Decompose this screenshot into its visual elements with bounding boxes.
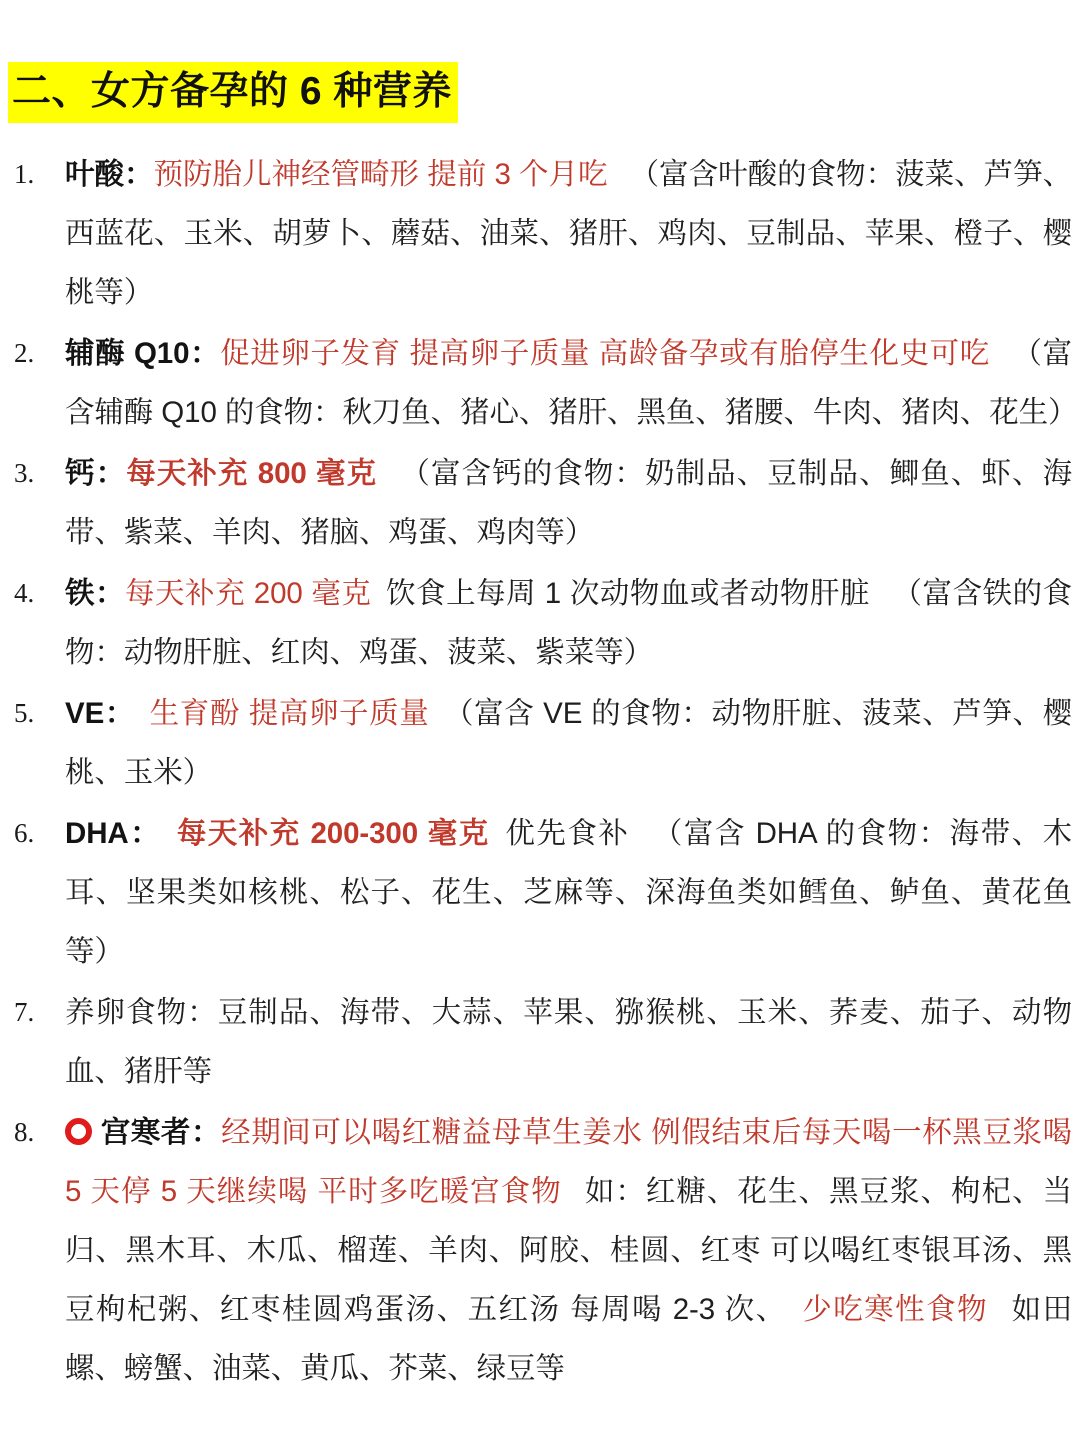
item-body-text-2: 如田螺、螃蟹、油菜、黄瓜、芥菜、绿豆等 bbox=[65, 1293, 1072, 1386]
item-body-text: 养卵食物：豆制品、海带、大蒜、苹果、猕猴桃、玉米、荞麦、茄子、动物血、猪肝等 bbox=[65, 996, 1072, 1089]
list-item-text bbox=[65, 684, 1072, 802]
item-body-text: 如：红糖、花生、黑豆浆、枸杞、当归、黑木耳、木瓜、榴莲、羊肉、阿胶、桂圆、红枣 可以喝红枣银耳汤、黑豆枸杞粥、红枣桂圆鸡蛋汤、五红汤 每周喝 2-3 次、 bbox=[65, 1175, 1072, 1327]
list-item-iron bbox=[8, 564, 1072, 682]
item-colon: ： bbox=[128, 817, 162, 851]
item-body-text: （富含铁的食物：动物肝脏、红肉、鸡蛋、菠菜、紫菜等） bbox=[65, 577, 1073, 670]
list-item-text bbox=[65, 564, 1072, 682]
item-title: 钙 bbox=[65, 457, 96, 491]
item-colon: ： bbox=[95, 577, 126, 611]
item-colon: ： bbox=[124, 158, 154, 192]
list-item-text bbox=[65, 145, 1072, 322]
list-item-coq10 bbox=[8, 324, 1078, 442]
item-highlight-text: 每天补充 200-300 毫克 bbox=[175, 817, 490, 851]
list-item-dha bbox=[8, 804, 1072, 981]
item-highlight-text: 每天补充 200 毫克 bbox=[125, 577, 372, 611]
list-marker: 1. bbox=[14, 159, 35, 190]
item-highlight-text-2: 少吃寒性食物 bbox=[800, 1293, 989, 1327]
list-marker: 3. bbox=[14, 458, 35, 489]
item-colon: ： bbox=[95, 457, 127, 491]
item-highlight-text: 生育酚 提高卵子质量 bbox=[148, 697, 430, 731]
item-highlight-text: 经期间可以喝红糖益母草生姜水 例假结束后每天喝一杯黑豆浆喝 5 天停 5 天继续喝 平时多吃暖宫食物 bbox=[65, 1116, 1073, 1209]
list-item-vitamin-e bbox=[8, 684, 1072, 802]
list-marker: 6. bbox=[14, 818, 35, 849]
item-title: 辅酶 Q10 bbox=[65, 337, 190, 371]
item-highlight-text: 促进卵子发育 提高卵子质量 高龄备孕或有胎停生化史可吃 bbox=[220, 337, 990, 371]
item-body-text: （富含辅酶 Q10 的食物：秋刀鱼、猪心、猪肝、黑鱼、猪腰、牛肉、猪肉、花生） bbox=[65, 337, 1078, 430]
item-title: 铁 bbox=[65, 577, 96, 611]
item-body-text: （富含钙的食物：奶制品、豆制品、鲫鱼、虾、海带、紫菜、羊肉、猪脑、鸡蛋、鸡肉等） bbox=[65, 457, 1073, 550]
item-title: 宫寒者 bbox=[100, 1116, 191, 1150]
list-item-egg-nourishing-foods bbox=[8, 983, 1072, 1101]
item-title: VE bbox=[65, 697, 105, 731]
list-marker: 2. bbox=[14, 338, 35, 369]
list-marker: 5. bbox=[14, 698, 35, 729]
item-highlight-text: 每天补充 800 毫克 bbox=[126, 457, 378, 491]
item-body-text: （富含 DHA 的食物：海带、木耳、坚果类如核桃、松子、花生、芝麻等、深海鱼类如鳕鱼、鲈鱼、黄花鱼等） bbox=[65, 817, 1072, 969]
page-title: 二、女方备孕的 6 种营养 bbox=[8, 62, 458, 123]
item-highlight-text: 预防胎儿神经管畸形 提前 3 个月吃 bbox=[153, 158, 608, 192]
item-body-text: （富含 VE 的食物：动物肝脏、菠菜、芦笋、樱桃、玉米） bbox=[65, 697, 1072, 790]
item-body-text: （富含叶酸的食物：菠菜、芦笋、西蓝花、玉米、胡萝卜、蘑菇、油菜、猪肝、鸡肉、豆制品、苹果、橙子、樱桃等） bbox=[65, 158, 1072, 310]
list-marker: 4. bbox=[14, 578, 35, 609]
red-ring-icon bbox=[65, 1118, 92, 1145]
item-colon: ： bbox=[189, 337, 221, 371]
list-marker: 7. bbox=[14, 997, 35, 1028]
list-item-cold-uterus bbox=[8, 1103, 1072, 1398]
heading-container bbox=[8, 0, 1072, 123]
item-title: DHA bbox=[65, 817, 129, 851]
list-item-text bbox=[65, 1103, 1072, 1398]
list-item-calcium bbox=[8, 444, 1072, 562]
list-item-text bbox=[65, 983, 1072, 1101]
item-mid-text: 优先食补 bbox=[503, 817, 630, 851]
item-mid-text: 饮食上每周 1 次动物血或者动物肝脏 bbox=[385, 577, 870, 611]
list-item-text bbox=[65, 804, 1072, 981]
item-colon: ： bbox=[191, 1116, 222, 1150]
item-colon: ： bbox=[104, 697, 135, 731]
list-item-folic-acid bbox=[8, 145, 1072, 322]
item-title: 叶酸 bbox=[65, 158, 125, 192]
list-item-text bbox=[65, 324, 1078, 442]
nutrition-list bbox=[8, 145, 1078, 1398]
list-marker: 8. bbox=[14, 1117, 35, 1148]
list-item-text bbox=[65, 444, 1072, 562]
